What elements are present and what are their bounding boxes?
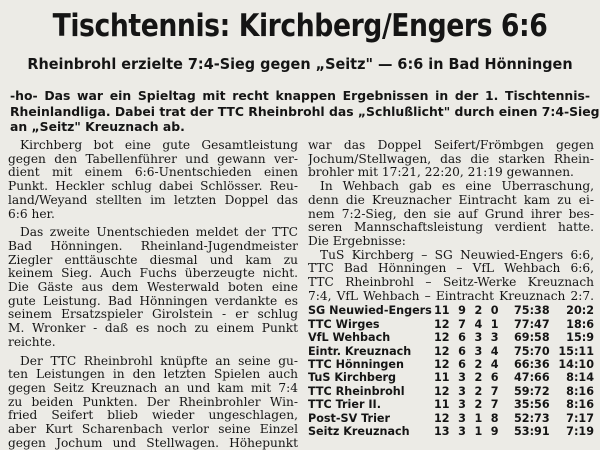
team-name: TTC Wirges: [308, 317, 380, 331]
points: 15:11: [558, 344, 594, 358]
game-ratio: 35:56: [514, 398, 550, 412]
text-line: 6:6 her.: [8, 207, 55, 221]
losses: 7: [490, 384, 499, 398]
right-column: [308, 139, 594, 439]
table-row: [308, 331, 594, 344]
lead-line: Rheinlandliga. Dabei trat der TTC Rheinbrohl das „Schlußlicht" durch einen 7:4-Sieg: [10, 103, 600, 119]
text-line: Jochum/Stellwagen, das die starken Rhein-: [308, 152, 594, 166]
lead-line: -ho- Das war ein Spieltag mit recht knappen Ergebnissen in der 1. Tischtennis-: [10, 88, 590, 103]
text-line: brohler mit 17:21, 22:20, 21:19 gewannen.: [308, 166, 574, 180]
paragraph-doppel: [308, 139, 594, 180]
wins: 7: [458, 317, 466, 331]
text-line: gegen Seitz Kreuznach an und kam mit 7:4: [8, 381, 298, 395]
result-line: TTC Bad Hönningen – VfL Wehbach 6:6,: [308, 262, 594, 276]
draws: 2: [474, 304, 483, 318]
wins: 3: [458, 384, 466, 398]
text-line: gegen Jochum und Stellwagen. Höhepunkt: [8, 436, 298, 450]
subheadline: Rheinbrohl erzielte 7:4-Sieg gegen „Seitz" — 6:6 in Bad Hönningen: [27, 55, 573, 73]
standings-table: [308, 304, 594, 438]
games-played: 12: [433, 331, 450, 345]
results-list: [308, 249, 594, 304]
draws: 2: [474, 398, 483, 412]
text-line: Der TTC Rheinbrohl knüpfte an seine gu-: [20, 354, 298, 368]
points: 8:14: [566, 371, 594, 385]
paragraph-bad-hoenningen: [8, 226, 298, 349]
losses: 8: [490, 411, 499, 425]
headline: Tischtennis: Kirchberg/Engers 6:6: [52, 8, 548, 44]
text-line: keinem Sieg. Auch Fuchs überzeugte nicht.: [8, 267, 298, 281]
text-line: dient mit einem 6:6-Unentschieden einen: [8, 166, 298, 180]
wins: 6: [458, 344, 466, 358]
text-line: M. Wronker - daß es noch zu einem Punkt: [8, 322, 298, 336]
losses: 3: [490, 331, 499, 345]
text-line: Kirchberg bot eine gute Gesamtleistung: [20, 139, 298, 152]
team-name: TTC Hönningen: [308, 358, 404, 372]
left-column: [8, 139, 298, 450]
draws: 2: [474, 371, 483, 385]
game-ratio: 75:38: [514, 304, 550, 318]
game-ratio: 47:66: [514, 371, 550, 385]
draws: 1: [474, 425, 483, 439]
losses: 4: [490, 358, 499, 372]
wins: 9: [458, 304, 466, 318]
wins: 6: [458, 358, 466, 372]
text-line: Punkt. Heckler schlug dabei Schlösser. Reu-: [8, 180, 298, 194]
losses: 1: [490, 317, 499, 331]
text-line: seinem Ersatzspieler Girolstein - er schlug: [8, 308, 298, 322]
team-name: Post-SV Trier: [308, 411, 391, 425]
losses: 9: [490, 425, 499, 439]
games-played: 12: [433, 358, 450, 372]
wins: 6: [458, 331, 466, 345]
team-name: TTC Rheinbrohl: [308, 384, 405, 398]
wins: 3: [458, 398, 466, 412]
result-line: 7:4, VfL Wehbach – Eintracht Kreuznach 2:7.: [308, 289, 594, 303]
game-ratio: 77:47: [514, 317, 550, 331]
points: 8:16: [566, 384, 594, 398]
lead-line: an „Seitz" Kreuznach ab.: [10, 119, 185, 134]
table-row: [308, 412, 594, 425]
text-line: reichte.: [8, 335, 56, 349]
team-name: TTC Trier II.: [308, 398, 381, 412]
game-ratio: 66:36: [514, 358, 550, 372]
text-line: war das Doppel Seifert/Frömbgen gegen: [308, 139, 594, 152]
text-line: gegen den Tabellenführer und gewann ver-: [8, 152, 298, 166]
text-line: denn die Kreuznacher Eintracht kam zu ei-: [308, 193, 594, 207]
points: 8:16: [566, 398, 594, 412]
team-name: Eintr. Kreuznach: [308, 344, 412, 358]
losses: 7: [490, 398, 499, 412]
paragraph-rheinbrohl: [8, 355, 298, 450]
points: 18:6: [566, 317, 594, 331]
table-row: [308, 398, 594, 411]
team-name: SG Neuwied-Engers: [308, 304, 432, 318]
text-line: Das zweite Unentschieden meldet der TTC: [20, 226, 298, 240]
game-ratio: 75:70: [514, 344, 550, 358]
paragraph-kirchberg: [8, 139, 298, 221]
lead-paragraph: [10, 88, 600, 135]
table-row: [308, 345, 594, 358]
text-line: seren Mannschaftsleistung verdient hatte.: [308, 221, 594, 235]
text-line: aber Kurt Scharenbach verlor seine Einzel: [8, 423, 298, 437]
losses: 0: [490, 304, 499, 318]
draws: 3: [474, 331, 483, 345]
text-line: ten Leistungen in den letzten Spielen auch: [8, 368, 298, 382]
text-line: Die Gäste aus dem Westerwald boten eine: [8, 281, 298, 295]
losses: 6: [490, 371, 499, 385]
table-row: [308, 385, 594, 398]
points: 7:17: [566, 411, 594, 425]
games-played: 12: [433, 384, 450, 398]
team-name: Seitz Kreuznach: [308, 425, 410, 439]
wins: 3: [458, 411, 466, 425]
games-played: 12: [433, 317, 450, 331]
points: 20:2: [566, 304, 594, 318]
table-row: [308, 304, 594, 317]
text-line: gute Leistung. Bad Hönningen verdankte es: [8, 294, 298, 308]
result-line: TuS Kirchberg – SG Neuwied-Engers 6:6,: [320, 248, 594, 262]
draws: 1: [474, 411, 483, 425]
draws: 2: [474, 384, 483, 398]
draws: 2: [474, 358, 483, 372]
points: 15:9: [566, 331, 594, 345]
text-line: nem 7:2-Sieg, den sie auf Grund ihrer bes-: [308, 207, 594, 221]
text-line: Bad Hönningen. Rheinland-Jugendmeister: [8, 239, 298, 253]
team-name: VfL Wehbach: [308, 331, 391, 345]
games-played: 11: [433, 398, 450, 412]
wins: 3: [458, 425, 466, 439]
table-row: [308, 358, 594, 371]
games-played: 11: [433, 371, 450, 385]
table-row: [308, 371, 594, 384]
text-line: Die Ergebnisse:: [308, 234, 406, 248]
text-line: In Wehbach gab es eine Überraschung,: [320, 180, 594, 194]
team-name: TuS Kirchberg: [308, 371, 397, 385]
text-line: Ziegler enttäuschte diesmal und kam zu: [8, 253, 298, 267]
draws: 4: [474, 317, 483, 331]
games-played: 12: [433, 411, 450, 425]
table-row: [308, 425, 594, 438]
game-ratio: 69:58: [514, 331, 550, 345]
game-ratio: 53:91: [514, 425, 550, 439]
losses: 4: [490, 344, 499, 358]
paragraph-wehbach: [308, 180, 594, 249]
points: 7:19: [566, 425, 594, 439]
points: 14:10: [558, 358, 594, 372]
draws: 3: [474, 344, 483, 358]
result-line: TTC Rheinbrohl – Seitz-Werke Kreuznach: [308, 276, 594, 290]
games-played: 11: [433, 304, 450, 318]
games-played: 12: [433, 344, 450, 358]
text-line: zu beiden Punkten. Der Rheinbrohler Win-: [8, 395, 298, 409]
games-played: 13: [433, 425, 450, 439]
table-row: [308, 318, 594, 331]
game-ratio: 59:72: [514, 384, 550, 398]
text-line: land/Weyand stellten im letzten Doppel das: [8, 193, 298, 207]
game-ratio: 52:73: [514, 411, 550, 425]
text-line: fried Seifert blieb wieder ungeschlagen,: [8, 409, 298, 423]
wins: 3: [458, 371, 466, 385]
